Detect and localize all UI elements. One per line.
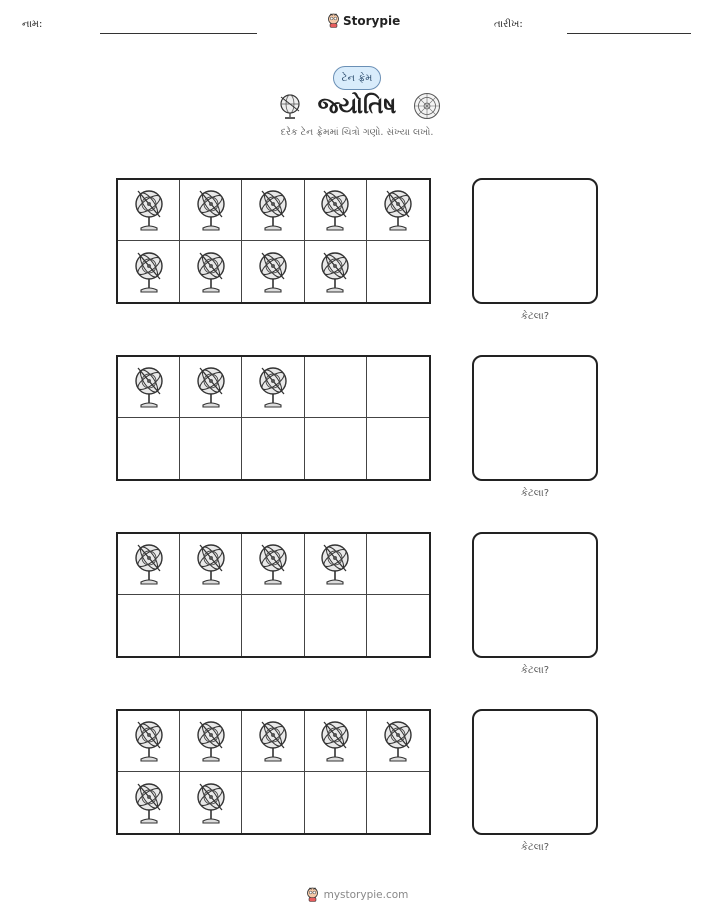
frame-cell [305,534,367,595]
armillary-globe-icon [256,539,290,589]
armillary-globe-icon [194,539,228,589]
date-label: તારીખ: [494,19,523,30]
frame-cell [305,418,367,479]
frame-cell [180,772,242,833]
mascot-icon [306,887,319,902]
frame-cell [242,241,304,302]
ten-frame-4 [116,709,431,835]
ten-frame-2 [116,355,431,481]
page-title: જ્યોતિષ [317,93,397,119]
frame-cell [305,595,367,656]
count-question-2: કેટલા? [520,488,550,499]
frame-cell [367,241,429,302]
frame-cell [118,534,180,595]
frame-cell [367,180,429,241]
frame-cell [118,241,180,302]
frame-cell [367,534,429,595]
armillary-globe-icon [256,362,290,412]
name-line[interactable] [100,33,257,34]
armillary-globe-icon [132,185,166,235]
armillary-globe-icon [132,778,166,828]
frame-cell [118,418,180,479]
frame-cell [180,711,242,772]
frame-cell [242,180,304,241]
frame-cell [305,241,367,302]
ten-frame-3 [116,532,431,658]
topic-badge: ટેન ફ્રેમ [333,66,381,90]
armillary-globe-icon [194,185,228,235]
armillary-globe-icon [132,716,166,766]
armillary-globe-icon [194,778,228,828]
frame-cell [242,418,304,479]
frame-cell [305,711,367,772]
frame-cell [118,357,180,418]
frame-cell [118,711,180,772]
frame-cell [180,180,242,241]
answer-box-3[interactable] [472,532,598,658]
answer-box-1[interactable] [472,178,598,304]
frame-cell [180,534,242,595]
count-question-4: કેટલા? [520,842,550,853]
armillary-globe-icon [132,539,166,589]
frame-cell [180,418,242,479]
armillary-globe-icon [194,362,228,412]
frame-cell [118,772,180,833]
armillary-globe-icon [318,539,352,589]
answer-box-2[interactable] [472,355,598,481]
zodiac-wheel-icon [413,92,441,120]
instruction-text: દરેક ટેન ફ્રેમમાં ચિત્રો ગણો. સંખ્યા લખો. [280,127,434,138]
mascot-icon [327,13,340,28]
frame-cell [180,241,242,302]
armillary-globe-icon [256,247,290,297]
armillary-globe-icon [318,247,352,297]
frame-cell [367,595,429,656]
name-label: નામ: [22,19,43,30]
frame-cell [367,772,429,833]
armillary-globe-icon [318,716,352,766]
frame-cell [242,711,304,772]
frame-cell [118,180,180,241]
ten-frame-1 [116,178,431,304]
frame-cell [242,772,304,833]
armillary-globe-icon [132,247,166,297]
frame-cell [367,711,429,772]
frame-cell [242,595,304,656]
frame-cell [180,595,242,656]
answer-box-4[interactable] [472,709,598,835]
brand-name: Storypie [343,13,401,28]
footer-site: mystorypie.com [323,888,409,901]
frame-cell [242,357,304,418]
armillary-globe-icon [194,247,228,297]
armillary-globe-icon [381,716,415,766]
frame-cell [305,772,367,833]
date-line[interactable] [567,33,691,34]
frame-cell [367,418,429,479]
frame-cell [242,534,304,595]
frame-cell [305,180,367,241]
footer [0,887,714,902]
armillary-globe-icon [381,185,415,235]
armillary-globe-icon [132,362,166,412]
brand-logo [327,13,400,28]
frame-cell [367,357,429,418]
frame-cell [118,595,180,656]
armillary-globe-icon [318,185,352,235]
armillary-globe-icon [194,716,228,766]
count-question-3: કેટલા? [520,665,550,676]
armillary-globe-icon [256,185,290,235]
armillary-globe-icon [256,716,290,766]
frame-cell [305,357,367,418]
count-question-1: કેટલા? [520,311,550,322]
frame-cell [180,357,242,418]
